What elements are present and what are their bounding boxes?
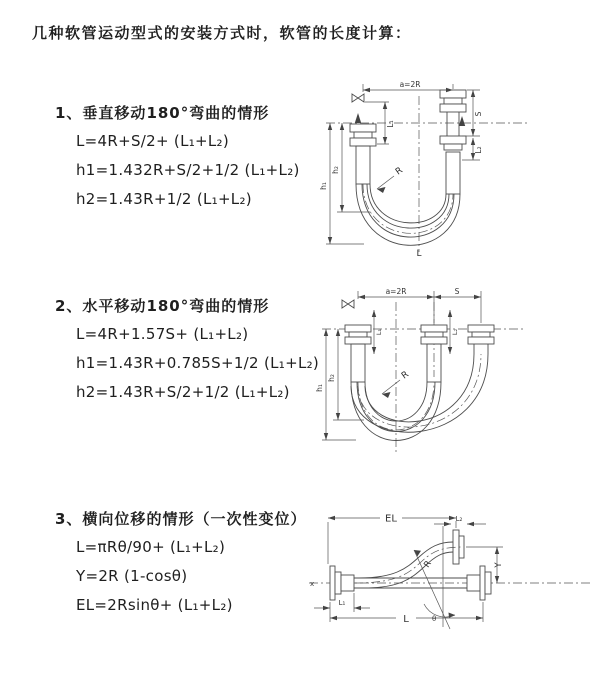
dim-label-theta: θ bbox=[432, 615, 437, 623]
dim-label-a2r: a=2R bbox=[385, 287, 407, 296]
hose-u-bends bbox=[351, 354, 488, 441]
formula-el: EL=2Rsinθ+ (L₁+L₂) bbox=[76, 596, 233, 614]
dim-label-l: L bbox=[403, 614, 409, 625]
hose-s-curve bbox=[354, 542, 464, 588]
dim-label-l2: L₂ bbox=[455, 515, 463, 523]
diagram-horizontal-180-bend bbox=[316, 282, 596, 460]
dim-label-a2r: a=2R bbox=[399, 80, 421, 89]
dim-label-l1: L₁ bbox=[386, 120, 395, 128]
valve-icon bbox=[342, 300, 354, 308]
section-vertical-movement bbox=[55, 102, 300, 214]
formula-h2: h2=1.43R+S/2+1/2 (L₁+L₂) bbox=[76, 383, 290, 401]
section-lateral-displacement bbox=[55, 508, 306, 620]
dim-label-l: L bbox=[416, 249, 422, 259]
diagram-vertical-180-bend bbox=[318, 76, 583, 258]
dim-label-h2: h₂ bbox=[327, 374, 336, 382]
section-1-heading: 1、垂直移动180°弯曲的情形 bbox=[55, 104, 270, 122]
dim-label-s: S bbox=[454, 287, 460, 296]
construction-lines bbox=[414, 526, 455, 629]
dim-label-h1: h₁ bbox=[315, 384, 324, 392]
pipe-and-flanges bbox=[330, 530, 491, 600]
valve-icon bbox=[352, 94, 364, 102]
dim-label-h2: h₂ bbox=[331, 166, 340, 174]
dim-label-s: S bbox=[474, 111, 483, 117]
hose-u-bend bbox=[356, 184, 460, 245]
dim-label-l2: L₂ bbox=[474, 146, 483, 154]
dim-label-x: x bbox=[310, 580, 315, 588]
section-horizontal-movement bbox=[55, 295, 319, 407]
diagram-lateral-displacement bbox=[304, 496, 596, 646]
page-title: 几种软管运动型式的安装方式时，软管的长度计算： bbox=[32, 24, 412, 42]
dimension-labels bbox=[310, 514, 504, 626]
dim-label-l1: L₁ bbox=[375, 328, 383, 336]
formula-l: L=4R+1.57S+ (L₁+L₂) bbox=[76, 325, 249, 343]
formula-h1: h1=1.432R+S/2+1/2 (L₁+L₂) bbox=[76, 161, 300, 179]
dim-label-y: Y bbox=[494, 562, 504, 568]
dim-label-h1: h₁ bbox=[319, 182, 328, 190]
dim-label-l2: L₂ bbox=[451, 328, 459, 336]
dim-label-r: R bbox=[422, 559, 434, 570]
dim-label-r: R bbox=[399, 369, 411, 382]
formula-y: Y=2R (1-cosθ) bbox=[76, 567, 188, 585]
section-2-heading: 2、水平移动180°弯曲的情形 bbox=[55, 297, 270, 315]
hose-fittings bbox=[350, 90, 466, 194]
formula-h1: h1=1.43R+0.785S+1/2 (L₁+L₂) bbox=[76, 354, 320, 372]
formula-h2: h2=1.43R+1/2 (L₁+L₂) bbox=[76, 190, 252, 208]
dim-label-r: R bbox=[393, 165, 405, 178]
formula-l: L=πRθ/90+ (L₁+L₂) bbox=[76, 538, 226, 556]
dim-label-el: EL bbox=[385, 513, 397, 525]
section-3-heading: 3、横向位移的情形（一次性变位） bbox=[55, 510, 307, 528]
dim-label-l1: L₁ bbox=[338, 599, 346, 607]
formula-l: L=4R+S/2+ (L₁+L₂) bbox=[76, 132, 230, 150]
